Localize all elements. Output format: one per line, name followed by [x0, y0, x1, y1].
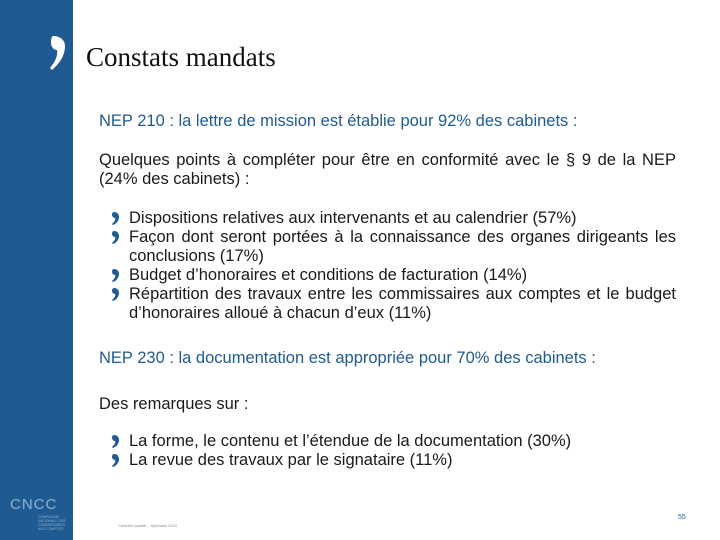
bullet-icon — [112, 211, 120, 226]
nep230-heading: NEP 230 : la documentation est appropriée pour 70% des cabinets : — [99, 349, 596, 367]
cncc-logo-subtitle: COMPAGNIE NATIONALE DES COMMISSAIRES AUX COMPTES — [38, 515, 66, 531]
bullet-icon — [112, 230, 120, 245]
cncc-logo: CNCC — [10, 496, 58, 513]
list-item-text: Budget d’honoraires et conditions de facturation (14%) — [129, 266, 528, 284]
list-item — [112, 432, 676, 451]
title-accent-icon — [48, 30, 72, 74]
list-item-text: Façon dont seront portées à la connaissance des organes dirigeants les conclusions (17%) — [129, 228, 676, 265]
slide-title: Constats mandats — [86, 42, 276, 72]
list-item — [112, 266, 676, 285]
bullet-icon — [112, 434, 120, 449]
footer-note: Contrôle qualité – Synthèse 2010 — [118, 523, 178, 528]
list-item-text: La revue des travaux par le signataire (11%) — [129, 451, 453, 469]
list-item — [112, 285, 676, 323]
nep210-intro: Quelques points à compléter pour être en conformité avec le § 9 de la NEP (24% des cabinets) : — [99, 151, 676, 188]
list-item-text: Dispositions relatives aux intervenants et au calendrier (57%) — [129, 209, 577, 227]
nep230-intro: Des remarques sur : — [99, 395, 249, 413]
list-item-text: La forme, le contenu et l’étendue de la documentation (30%) — [129, 432, 572, 450]
bullet-icon — [112, 287, 120, 302]
list-item — [112, 228, 676, 266]
nep210-points-list — [112, 209, 676, 323]
bullet-icon — [112, 453, 120, 468]
left-sidebar-band — [0, 0, 73, 540]
bullet-icon — [112, 268, 120, 283]
nep210-heading: NEP 210 : la lettre de mission est établie pour 92% des cabinets : — [99, 112, 578, 130]
list-item — [112, 209, 676, 228]
list-item — [112, 451, 676, 470]
list-item-text: Répartition des travaux entre les commissaires aux comptes et le budget d’honoraires alloué à chacun d’eux (11%) — [129, 285, 676, 322]
page-number: 55 — [678, 514, 686, 521]
nep230-points-list — [112, 432, 676, 470]
